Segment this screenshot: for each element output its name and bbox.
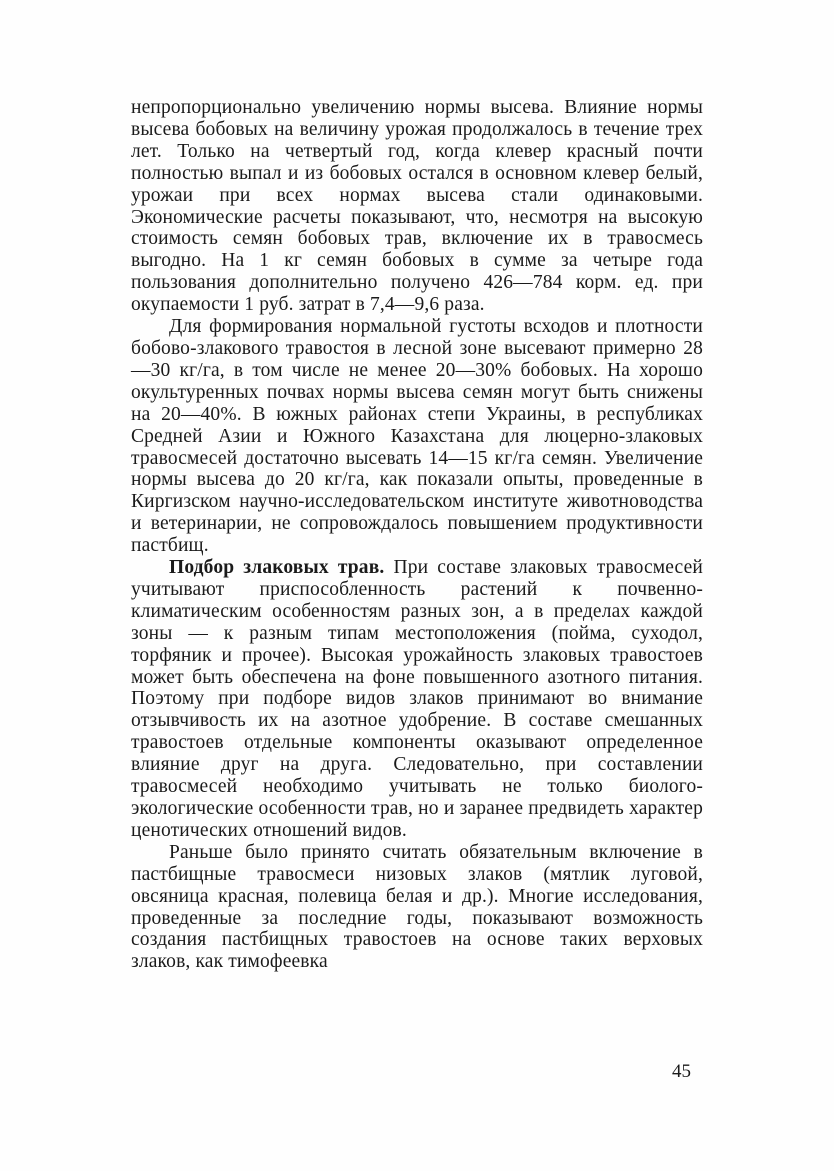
body-text [131, 97, 703, 973]
paragraph-2 [131, 316, 703, 557]
paragraph-1-text: непропорционально увеличению нормы высева. Влияние нормы высева бобовых на величину урожая продолжалось в течение трех лет. Только на четвертый год, когда клевер красный почти полностью выпал и из бобовых остался в основном клевер белый, урожаи при всех нормах высева стали одинаковыми. Экономические расчеты показывают, что, несмотря на высокую стоимость семян бобовых трав, включение их в травосмесь выгодно. На 1 кг семян бобовых в сумме за четыре года пользования дополнительно получено 426—784 корм. ед. при окупаемости 1 руб. затрат в 7,4—9,6 раза. [131, 97, 703, 316]
paragraph-1 [131, 97, 703, 316]
paragraph-3 [131, 557, 703, 842]
paragraph-4-text: Раньше было принято считать обязательным включение в пастбищные травосмеси низовых злаков (мятлик луговой, овсяница красная, полевица белая и др.). Многие исследования, проведенные за последние годы, показывают возможность создания пастбищных травостоев на основе таких верховых злаков, как тимофеевка [131, 841, 703, 973]
paragraph-4 [131, 842, 703, 973]
paragraph-3-text: При составе злаковых травосмесей учитывают приспособленность растений к почвенно-климатическим особенностям разных зон, а в пределах каждой зоны — к разным типам местоположения (пойма, суходол, торфяник и прочее). Высокая урожайность злаковых травостоев может быть обеспечена на фоне повышенного азотного питания. Поэтому при подборе видов злаков принимают во внимание отзывчивость их на азотное удобрение. В составе смешанных травостоев отдельные компоненты оказывают определенное влияние друг на друга. Следовательно, при составлении травосмесей необходимо учитывать не только биолого-экологические особенности трав, но и заранее предвидеть характер ценотических отношений видов. [131, 557, 703, 841]
page-number: 45 [672, 1061, 691, 1082]
section-heading-inline: Подбор злаковых трав. [169, 557, 385, 579]
paragraph-2-text: Для формирования нормальной густоты всходов и плотности бобово-злакового травостоя в лесной зоне высевают примерно 28—30 кг/га, в том числе не менее 20—30% бобовых. На хорошо окультуренных почвах нормы высева семян могут быть снижены на 20—40%. В южных районах степи Украины, в республиках Средней Азии и Южного Казахстана для люцерно-злаковых травосмесей достаточно высевать 14—15 кг/га семян. Увеличение нормы высева до 20 кг/га, как показали опыты, проведенные в Киргизском научно-исследовательском институте животноводства и ветеринарии, не сопровождалось повышением продуктивности пастбищ. [131, 316, 703, 557]
